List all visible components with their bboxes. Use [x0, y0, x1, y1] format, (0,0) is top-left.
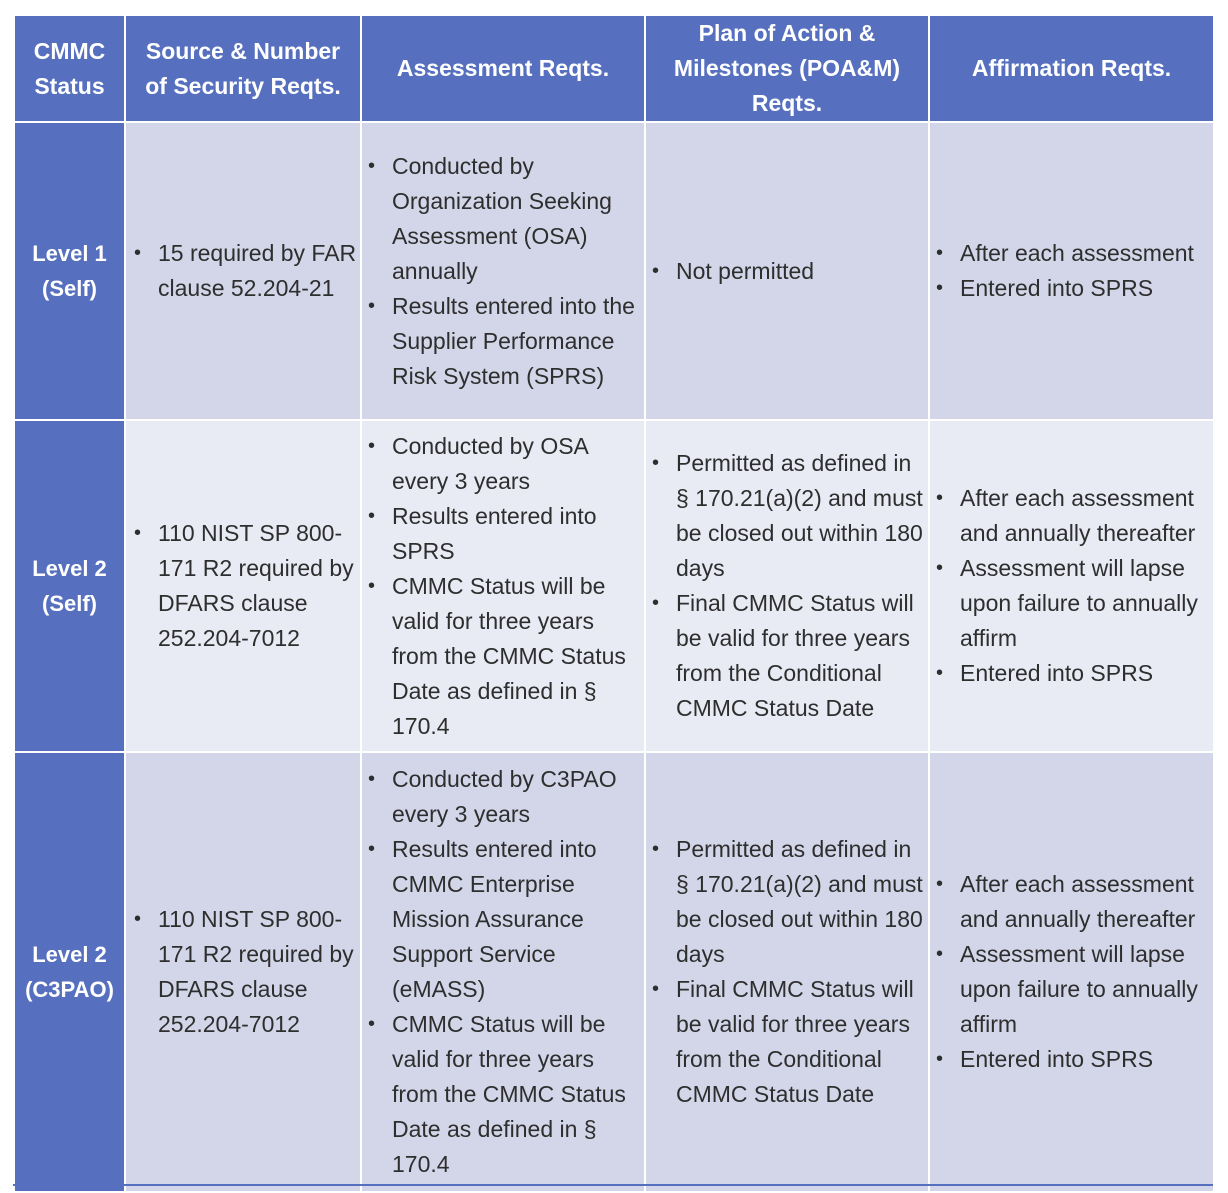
affirmation-cell — [929, 122, 1214, 420]
bullet-list — [646, 446, 928, 726]
poam-cell — [645, 752, 929, 1192]
table-row — [14, 752, 1214, 1192]
bullet-list — [362, 429, 644, 744]
status-type: (Self) — [42, 591, 97, 616]
row-status-level2-self — [14, 420, 125, 752]
table-bottom-border — [13, 1184, 1213, 1186]
list-item: • Not permitted — [676, 254, 928, 289]
list-item: • After each assessment — [960, 236, 1213, 271]
list-item: • CMMC Status will be valid for three years from the CMMC Status Date as defined in § 170.4 — [392, 569, 644, 744]
source-cell — [125, 122, 361, 420]
list-item: • Final CMMC Status will be valid for three years from the Conditional CMMC Status Date — [676, 972, 928, 1112]
list-item: • Permitted as defined in § 170.21(a)(2) and must be closed out within 180 days — [676, 446, 928, 586]
list-item: • Entered into SPRS — [960, 1042, 1213, 1077]
bullet-list — [128, 516, 360, 656]
bullet-list — [362, 149, 644, 394]
poam-cell — [645, 420, 929, 752]
list-item: • Conducted by Organization Seeking Assessment (OSA) annually — [392, 149, 644, 289]
source-cell — [125, 420, 361, 752]
list-item: • Assessment will lapse upon failure to annually affirm — [960, 937, 1213, 1042]
bullet-list — [362, 762, 644, 1182]
list-item: • Results entered into CMMC Enterprise Mission Assurance Support Service (eMASS) — [392, 832, 644, 1007]
list-item: • Entered into SPRS — [960, 271, 1213, 306]
status-level: Level 2 — [32, 556, 107, 581]
assessment-cell — [361, 122, 645, 420]
list-item: • After each assessment and annually thereafter — [960, 867, 1213, 937]
row-status-level1-self — [14, 122, 125, 420]
list-item: • Entered into SPRS — [960, 656, 1213, 691]
list-item: • Results entered into SPRS — [392, 499, 644, 569]
list-item: • Permitted as defined in § 170.21(a)(2) and must be closed out within 180 days — [676, 832, 928, 972]
table-row — [14, 420, 1214, 752]
bullet-list — [646, 254, 928, 289]
list-item: • Conducted by C3PAO every 3 years — [392, 762, 644, 832]
bullet-list — [128, 902, 360, 1042]
row-status-level2-c3pao — [14, 752, 125, 1192]
status-level: Level 1 — [32, 241, 107, 266]
affirmation-cell — [929, 752, 1214, 1192]
bullet-list — [646, 832, 928, 1112]
header-cmmc-status: CMMC Status — [14, 15, 125, 122]
list-item: • Conducted by OSA every 3 years — [392, 429, 644, 499]
header-row — [14, 15, 1214, 122]
list-item: • CMMC Status will be valid for three years from the CMMC Status Date as defined in § 170.4 — [392, 1007, 644, 1182]
source-cell — [125, 752, 361, 1192]
header-assessment: Assessment Reqts. — [361, 15, 645, 122]
list-item: • Final CMMC Status will be valid for three years from the Conditional CMMC Status Date — [676, 586, 928, 726]
list-item: • 110 NIST SP 800-171 R2 required by DFARS clause 252.204-7012 — [158, 516, 360, 656]
header-source-number: Source & Number of Security Reqts. — [125, 15, 361, 122]
bullet-list — [128, 236, 360, 306]
cmmc-requirements-table-container — [13, 14, 1213, 1193]
assessment-cell — [361, 420, 645, 752]
header-poam: Plan of Action & Milestones (POA&M) Reqts. — [645, 15, 929, 122]
header-affirmation: Affirmation Reqts. — [929, 15, 1214, 122]
list-item: • 110 NIST SP 800-171 R2 required by DFARS clause 252.204-7012 — [158, 902, 360, 1042]
status-type: (Self) — [42, 276, 97, 301]
status-type: (C3PAO) — [25, 977, 114, 1002]
bullet-list — [930, 236, 1213, 306]
table-row — [14, 122, 1214, 420]
list-item: • 15 required by FAR clause 52.204-21 — [158, 236, 360, 306]
list-item: • Assessment will lapse upon failure to annually affirm — [960, 551, 1213, 656]
bullet-list — [930, 481, 1213, 691]
status-level: Level 2 — [32, 942, 107, 967]
list-item: • After each assessment and annually thereafter — [960, 481, 1213, 551]
cmmc-requirements-table — [13, 14, 1215, 1193]
assessment-cell — [361, 752, 645, 1192]
poam-cell — [645, 122, 929, 420]
list-item: • Results entered into the Supplier Performance Risk System (SPRS) — [392, 289, 644, 394]
bullet-list — [930, 867, 1213, 1077]
affirmation-cell — [929, 420, 1214, 752]
